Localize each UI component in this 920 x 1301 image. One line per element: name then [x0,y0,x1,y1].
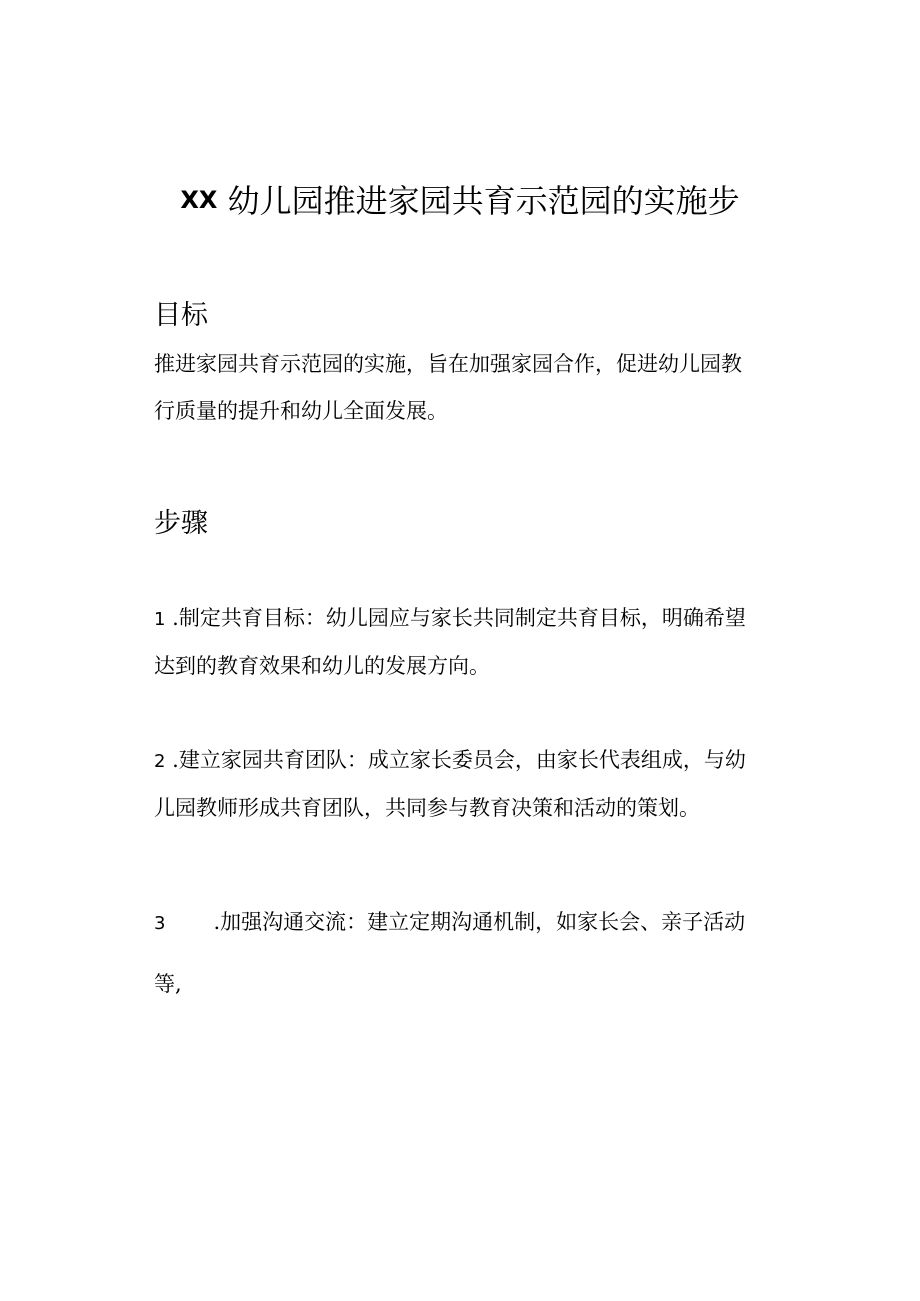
step-item-2 [154,737,816,832]
goal-line-2: 行质量的提升和幼儿全面发展。 [154,399,448,423]
document-title [0,178,920,223]
step-2-line-1: .建立家园共育团队：成立家长委员会，由家长代表组成，与幼 [172,748,746,772]
step-item-1 [154,595,816,690]
step-3-line-2: 等, [154,972,182,996]
step-3-line-1: .加强沟通交流：建立定期沟通机制，如家长会、亲子活动 [213,910,746,934]
step-1-line-1: .制定共育目标：幼儿园应与家长共同制定共育目标，明确希望 [172,606,746,630]
step-number-2: 2 [154,751,166,772]
goal-paragraph [154,341,816,435]
title-main: 幼儿园推进家园共育示范园的实施步 [227,182,740,220]
step-number-3: 3 [154,913,166,934]
step-number-1: 1 [154,609,166,630]
title-prefix: XX [180,186,218,214]
goal-line-1: 推进家园共育示范园的实施，旨在加强家园合作，促进幼儿园教 [154,352,742,376]
goal-heading: 目标 [154,300,208,331]
step-1-line-2: 达到的教育效果和幼儿的发展方向。 [154,654,490,678]
step-item-3 [154,892,816,1014]
step-2-line-2: 儿园教师形成共育团队，共同参与教育决策和活动的策划。 [154,796,700,820]
steps-heading: 步骤 [154,508,208,539]
